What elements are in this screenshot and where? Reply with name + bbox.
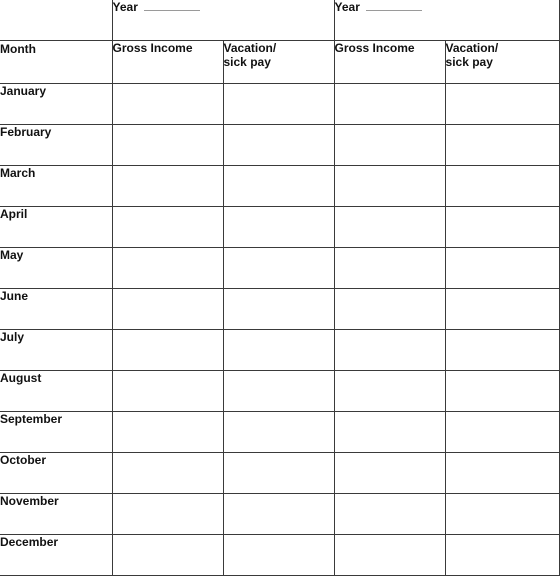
- month-label: May: [0, 248, 112, 289]
- month-label: February: [0, 125, 112, 166]
- year-1-gross-income-cell[interactable]: [112, 84, 223, 125]
- year-2-vacation-cell[interactable]: [445, 535, 559, 576]
- year-1-vacation-cell[interactable]: [223, 207, 334, 248]
- year-1-vacation-header-line2: sick pay: [223, 55, 271, 69]
- year-1-vacation-cell[interactable]: [223, 371, 334, 412]
- year-row: [0, 0, 559, 41]
- year-1-gross-income-cell[interactable]: [112, 412, 223, 453]
- year-2-gross-income-cell[interactable]: [334, 494, 445, 535]
- year-1-vacation-cell[interactable]: [223, 330, 334, 371]
- year-1-gross-income-cell[interactable]: [112, 453, 223, 494]
- year-1-vacation-cell[interactable]: [223, 453, 334, 494]
- year-2-gross-income-cell[interactable]: [334, 412, 445, 453]
- year-2-gross-income-cell[interactable]: [334, 535, 445, 576]
- year-1-vacation-cell[interactable]: [223, 125, 334, 166]
- year-2-vacation-header-line1: Vacation/: [445, 41, 499, 55]
- year-2-vacation-cell[interactable]: [445, 84, 559, 125]
- year-2-label: Year: [334, 0, 360, 14]
- month-row: [0, 453, 559, 494]
- year-1-gross-income-cell[interactable]: [112, 166, 223, 207]
- month-row: [0, 330, 559, 371]
- year-1-vacation-cell[interactable]: [223, 289, 334, 330]
- year-1-blank-line[interactable]: [144, 10, 200, 11]
- year-2-vacation-cell[interactable]: [445, 412, 559, 453]
- year-1-gross-income-cell[interactable]: [112, 494, 223, 535]
- month-row: [0, 207, 559, 248]
- month-row: [0, 166, 559, 207]
- year-2-blank-line[interactable]: [366, 10, 422, 11]
- month-label: April: [0, 207, 112, 248]
- year-2-gross-income-cell[interactable]: [334, 207, 445, 248]
- year-2-vacation-cell[interactable]: [445, 289, 559, 330]
- month-row: [0, 125, 559, 166]
- month-row: [0, 248, 559, 289]
- year-row-corner-cell: [0, 0, 112, 41]
- year-2-gross-income-cell[interactable]: [334, 248, 445, 289]
- month-row: [0, 289, 559, 330]
- year-2-vacation-cell[interactable]: [445, 330, 559, 371]
- year-2-vacation-header: [445, 41, 559, 84]
- month-label: June: [0, 289, 112, 330]
- year-2-vacation-cell[interactable]: [445, 371, 559, 412]
- year-1-gross-income-cell[interactable]: [112, 535, 223, 576]
- month-row: [0, 535, 559, 576]
- year-2-gross-income-header: Gross Income: [334, 41, 445, 84]
- year-1-vacation-header: [223, 41, 334, 84]
- year-1-gross-income-cell[interactable]: [112, 289, 223, 330]
- month-label: September: [0, 412, 112, 453]
- year-2-gross-income-cell[interactable]: [334, 453, 445, 494]
- year-2-gross-income-cell[interactable]: [334, 125, 445, 166]
- year-2-vacation-cell[interactable]: [445, 207, 559, 248]
- year-2-gross-income-cell[interactable]: [334, 166, 445, 207]
- month-row: [0, 412, 559, 453]
- year-2-gross-income-cell[interactable]: [334, 330, 445, 371]
- year-2-vacation-header-line2: sick pay: [445, 55, 493, 69]
- year-1-gross-income-cell[interactable]: [112, 330, 223, 371]
- month-label: December: [0, 535, 112, 576]
- year-2-gross-income-cell[interactable]: [334, 84, 445, 125]
- month-label: August: [0, 371, 112, 412]
- year-2-vacation-cell[interactable]: [445, 166, 559, 207]
- year-1-vacation-cell[interactable]: [223, 166, 334, 207]
- month-label: October: [0, 453, 112, 494]
- year-1-vacation-cell[interactable]: [223, 535, 334, 576]
- column-header-row: [0, 41, 559, 84]
- year-1-gross-income-header: Gross Income: [112, 41, 223, 84]
- year-1-vacation-cell[interactable]: [223, 494, 334, 535]
- year-1-cell: [112, 0, 334, 41]
- year-2-cell: [334, 0, 559, 41]
- month-row: [0, 494, 559, 535]
- year-1-gross-income-cell[interactable]: [112, 207, 223, 248]
- year-1-vacation-cell[interactable]: [223, 84, 334, 125]
- year-1-gross-income-cell[interactable]: [112, 248, 223, 289]
- month-label: January: [0, 84, 112, 125]
- month-label: March: [0, 166, 112, 207]
- year-1-vacation-cell[interactable]: [223, 412, 334, 453]
- year-1-vacation-header-line1: Vacation/: [223, 41, 277, 55]
- month-label: November: [0, 494, 112, 535]
- month-column-header: Month: [0, 41, 112, 84]
- year-1-vacation-cell[interactable]: [223, 248, 334, 289]
- month-row: [0, 371, 559, 412]
- year-1-gross-income-cell[interactable]: [112, 371, 223, 412]
- year-1-label: Year: [112, 0, 138, 14]
- year-2-vacation-cell[interactable]: [445, 248, 559, 289]
- year-2-vacation-cell[interactable]: [445, 494, 559, 535]
- year-2-gross-income-cell[interactable]: [334, 371, 445, 412]
- year-2-gross-income-cell[interactable]: [334, 289, 445, 330]
- month-label: July: [0, 330, 112, 371]
- month-row: [0, 84, 559, 125]
- year-2-vacation-cell[interactable]: [445, 125, 559, 166]
- year-2-vacation-cell[interactable]: [445, 453, 559, 494]
- year-1-gross-income-cell[interactable]: [112, 125, 223, 166]
